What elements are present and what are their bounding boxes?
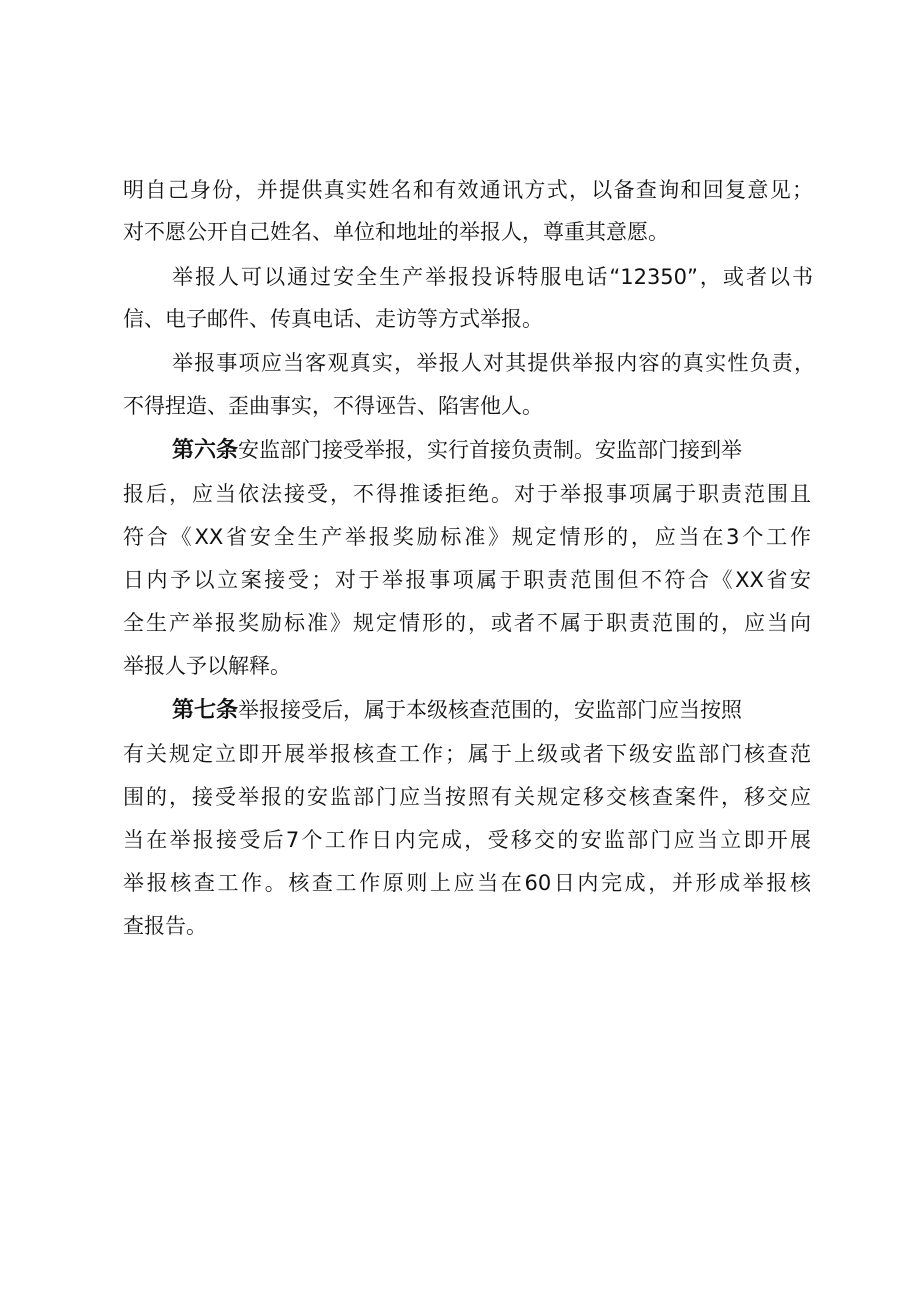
paragraph-line — [123, 906, 920, 946]
line-text: 符合《XX省安全生产举报奖励标准》规定情形的，应当在3个工作 — [123, 525, 811, 549]
line-text: 对不愿公开自己姓名、单位和地址的举报人，尊重其意愿。 — [123, 220, 669, 244]
paragraph-line — [123, 170, 813, 210]
line-text: 围的，接受举报的安监部门应当按照有关规定移交核查案件，移交应 — [123, 785, 811, 809]
line-text: 举报事项应当客观真实，举报人对其提供举报内容的真实性负责， — [172, 351, 815, 375]
line-text: 举报核查工作。核查工作原则上应当在60日内完成，并形成举报核 — [123, 871, 811, 895]
line-text: 安监部门接受举报，实行首接负责制。安监部门接到举 — [238, 438, 743, 462]
paragraph-line — [123, 646, 920, 686]
line-text: 报后，应当依法接受，不得推诿拒绝。对于举报事项属于职责范围且 — [123, 482, 811, 506]
line-text: 举报人予以解释。 — [123, 654, 291, 678]
paragraph-line — [172, 257, 813, 297]
paragraph-line — [172, 343, 815, 383]
paragraph-line — [123, 517, 811, 557]
line-text: 日内予以立案接受；对于举报事项属于职责范围但不符合《XX省安 — [123, 568, 811, 592]
paragraph-line — [123, 386, 920, 426]
paragraph-line — [123, 299, 920, 339]
paragraph-line — [123, 560, 811, 600]
article-heading: 第七条 — [172, 698, 239, 723]
paragraph-line — [123, 820, 811, 860]
paragraph-line — [123, 212, 920, 252]
line-text: 查报告。 — [123, 914, 207, 938]
line-text: 不得捏造、歪曲事实，不得诬告、陷害他人。 — [123, 394, 543, 418]
line-text: 全生产举报奖励标准》规定情形的，或者不属于职责范围的，应当向 — [123, 611, 811, 635]
article-line — [172, 430, 920, 470]
line-text: 明自己身份，并提供真实姓名和有效通讯方式，以备查询和回复意见； — [123, 178, 813, 202]
paragraph-line — [123, 603, 811, 643]
paragraph-line — [123, 777, 811, 817]
line-text: 举报接受后，属于本级核查范围的，安监部门应当按照 — [238, 698, 743, 722]
paragraph-line — [123, 863, 811, 903]
line-text: 举报人可以通过安全生产举报投诉特服电话“12350”，或者以书 — [172, 265, 813, 289]
line-text: 信、电子邮件、传真电话、走访等方式举报。 — [123, 307, 543, 331]
line-text: 当在举报接受后7个工作日内完成，受移交的安监部门应当立即开展 — [123, 828, 811, 852]
article-line — [172, 690, 920, 730]
paragraph-line — [123, 474, 811, 514]
article-heading: 第六条 — [172, 438, 239, 463]
line-text: 有关规定立即开展举报核查工作；属于上级或者下级安监部门核查范 — [123, 742, 811, 766]
paragraph-line — [123, 734, 811, 774]
